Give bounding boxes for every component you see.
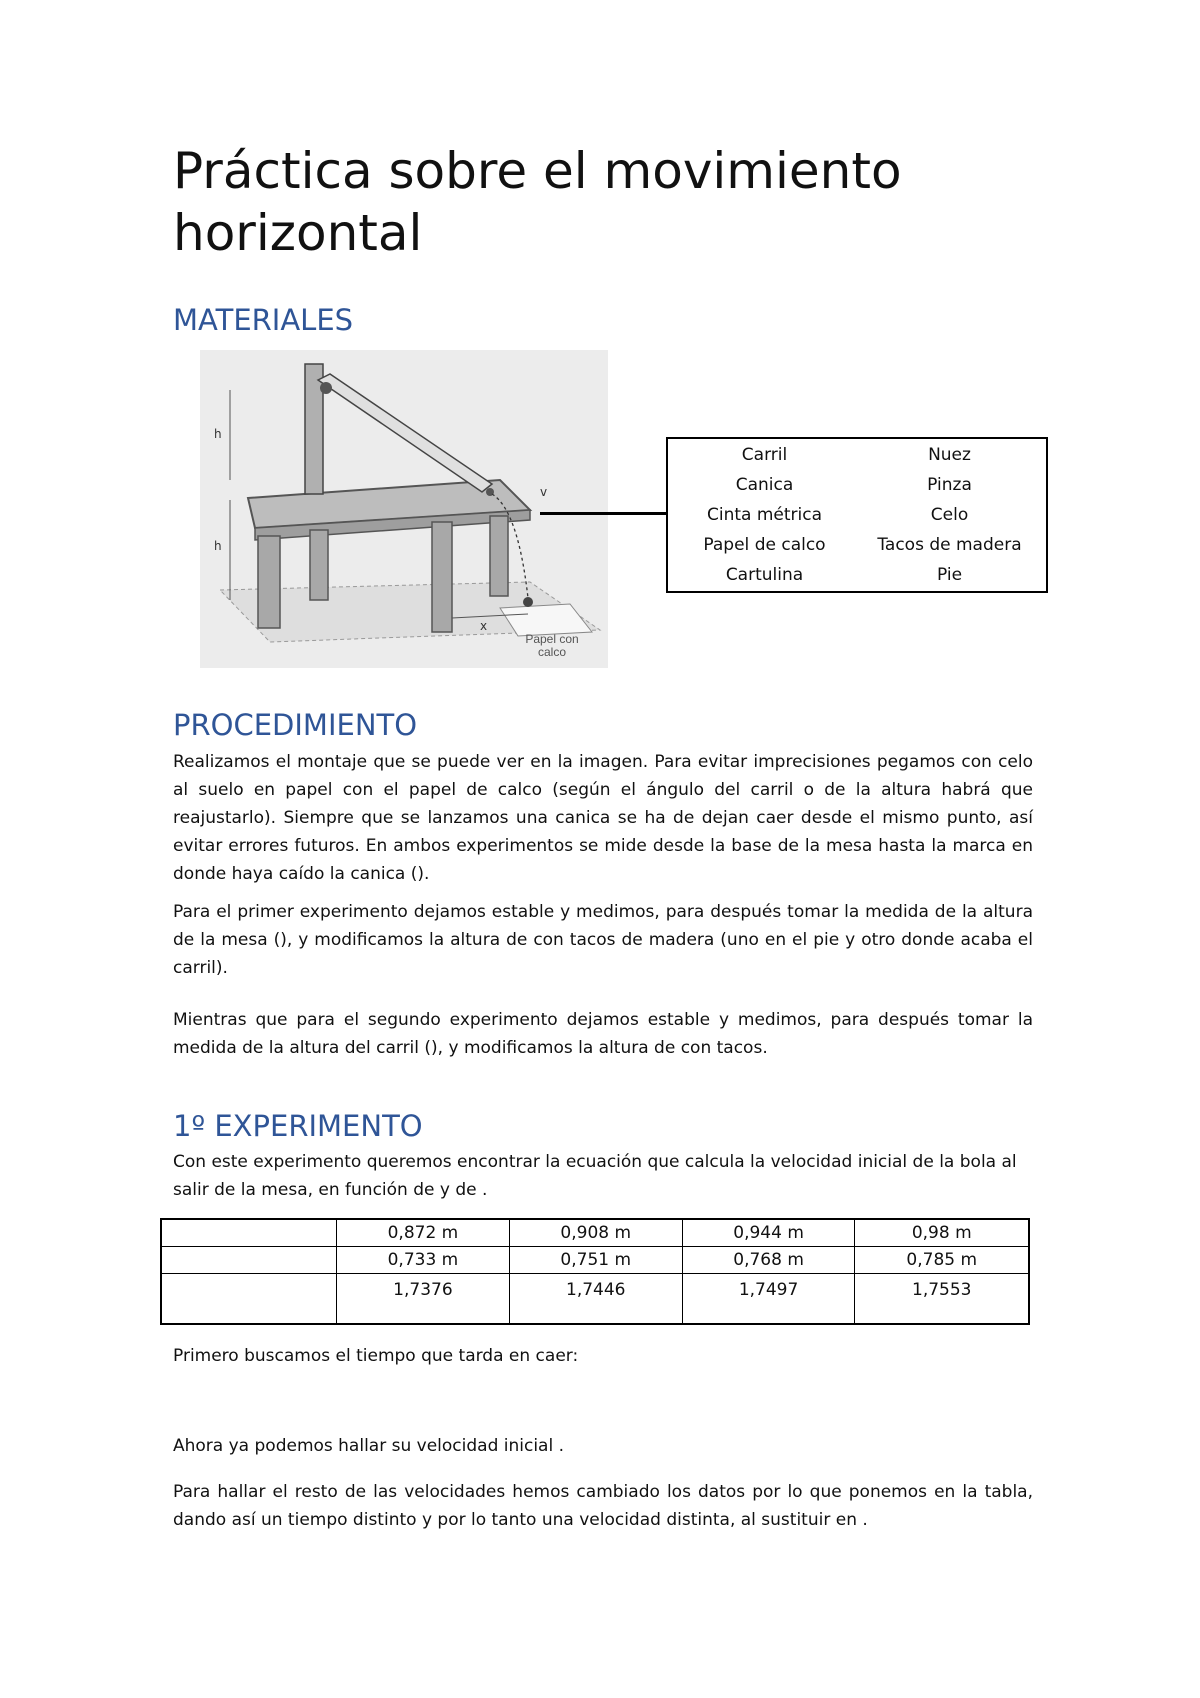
table-cell: 0,944 m (682, 1219, 855, 1247)
material-item: Pie (936, 565, 963, 585)
table-cell: 0,785 m (855, 1247, 1029, 1274)
table-row (161, 1247, 1029, 1274)
material-item: Celo (930, 505, 969, 525)
material-item: Carril (741, 445, 788, 465)
table-cell: 1,7446 (509, 1274, 682, 1325)
page-title: Práctica sobre el movimiento horizontal (173, 142, 902, 262)
materials-list (666, 437, 1048, 593)
table-cell: 0,751 m (509, 1247, 682, 1274)
resto-paragraph: Para hallar el resto de las velocidades hemos cambiado los datos por lo que ponemos en la tabla, dando así un tiempo distinto y por lo tanto una velocidad distinta, al sustituir en . (173, 1482, 1033, 1530)
table-cell: 0,98 m (855, 1219, 1029, 1247)
svg-text:v: v (540, 485, 548, 499)
table-cell: 0,768 m (682, 1247, 855, 1274)
materiales-heading: MATERIALES (173, 303, 354, 337)
material-item: Cartulina (725, 565, 804, 585)
data-table (160, 1218, 1030, 1325)
svg-text:h: h (214, 539, 222, 553)
material-item: Tacos de madera (877, 535, 1022, 555)
table-cell: 0,872 m (337, 1219, 510, 1247)
table-cell: 0,908 m (509, 1219, 682, 1247)
svg-text:x: x (480, 619, 488, 633)
experimento1-intro: Con este experimento queremos encontrar la ecuación que calcula la velocidad inicial de la bola al salir de la mesa, en función de y de . (173, 1152, 1017, 1200)
table-cell: 1,7497 (682, 1274, 855, 1325)
table-row (161, 1219, 1029, 1247)
procedimiento-paragraph-3: Mientras que para el segundo experimento dejamos estable y medimos, para después tomar la medida de la altura del carril (), y modificamos la altura de con tacos. (173, 1010, 1033, 1058)
experimento1-heading: 1º EXPERIMENTO (173, 1109, 423, 1143)
procedimiento-heading: PROCEDIMIENTO (173, 708, 418, 742)
material-item: Papel de calco (703, 535, 826, 555)
table-cell (161, 1247, 337, 1274)
montaje-illustration (200, 350, 608, 668)
table-row (161, 1274, 1029, 1325)
procedimiento-paragraph-2: Para el primer experimento dejamos estable y medimos, para después tomar la medida de la altura de la mesa (), y modificamos la altura de con tacos de madera (uno en el pie y otro donde acaba el carril). (173, 902, 1033, 978)
material-item: Canica (735, 475, 794, 495)
montaje-figure (200, 350, 608, 668)
figure-caption: Papel con calco (525, 632, 579, 659)
table-cell: 0,733 m (337, 1247, 510, 1274)
table-cell (161, 1274, 337, 1325)
material-item: Nuez (928, 445, 971, 465)
table-cell (161, 1219, 337, 1247)
procedimiento-paragraph-1: Realizamos el montaje que se puede ver en la imagen. Para evitar imprecisiones pegamos con celo al suelo en papel con el papel de calco (según el ángulo del carril o de la altura habrá que reajustarlo). Siempre que se lanzamos una canica se ha de dejan caer desde el mismo punto, así evitar errores futuros. En ambos experimentos se mide desde la base de la mesa hasta la marca en donde haya caído la canica (). (173, 752, 1033, 884)
svg-text:h: h (214, 427, 222, 441)
velocidad-paragraph: Ahora ya podemos hallar su velocidad inicial . (173, 1436, 564, 1456)
material-item: Pinza (927, 475, 972, 495)
table-cell: 1,7553 (855, 1274, 1029, 1325)
tiempo-paragraph: Primero buscamos el tiempo que tarda en caer: (173, 1346, 579, 1366)
material-item: Cinta métrica (706, 505, 822, 525)
figure-connector-line (540, 512, 666, 515)
table-cell: 1,7376 (337, 1274, 510, 1325)
